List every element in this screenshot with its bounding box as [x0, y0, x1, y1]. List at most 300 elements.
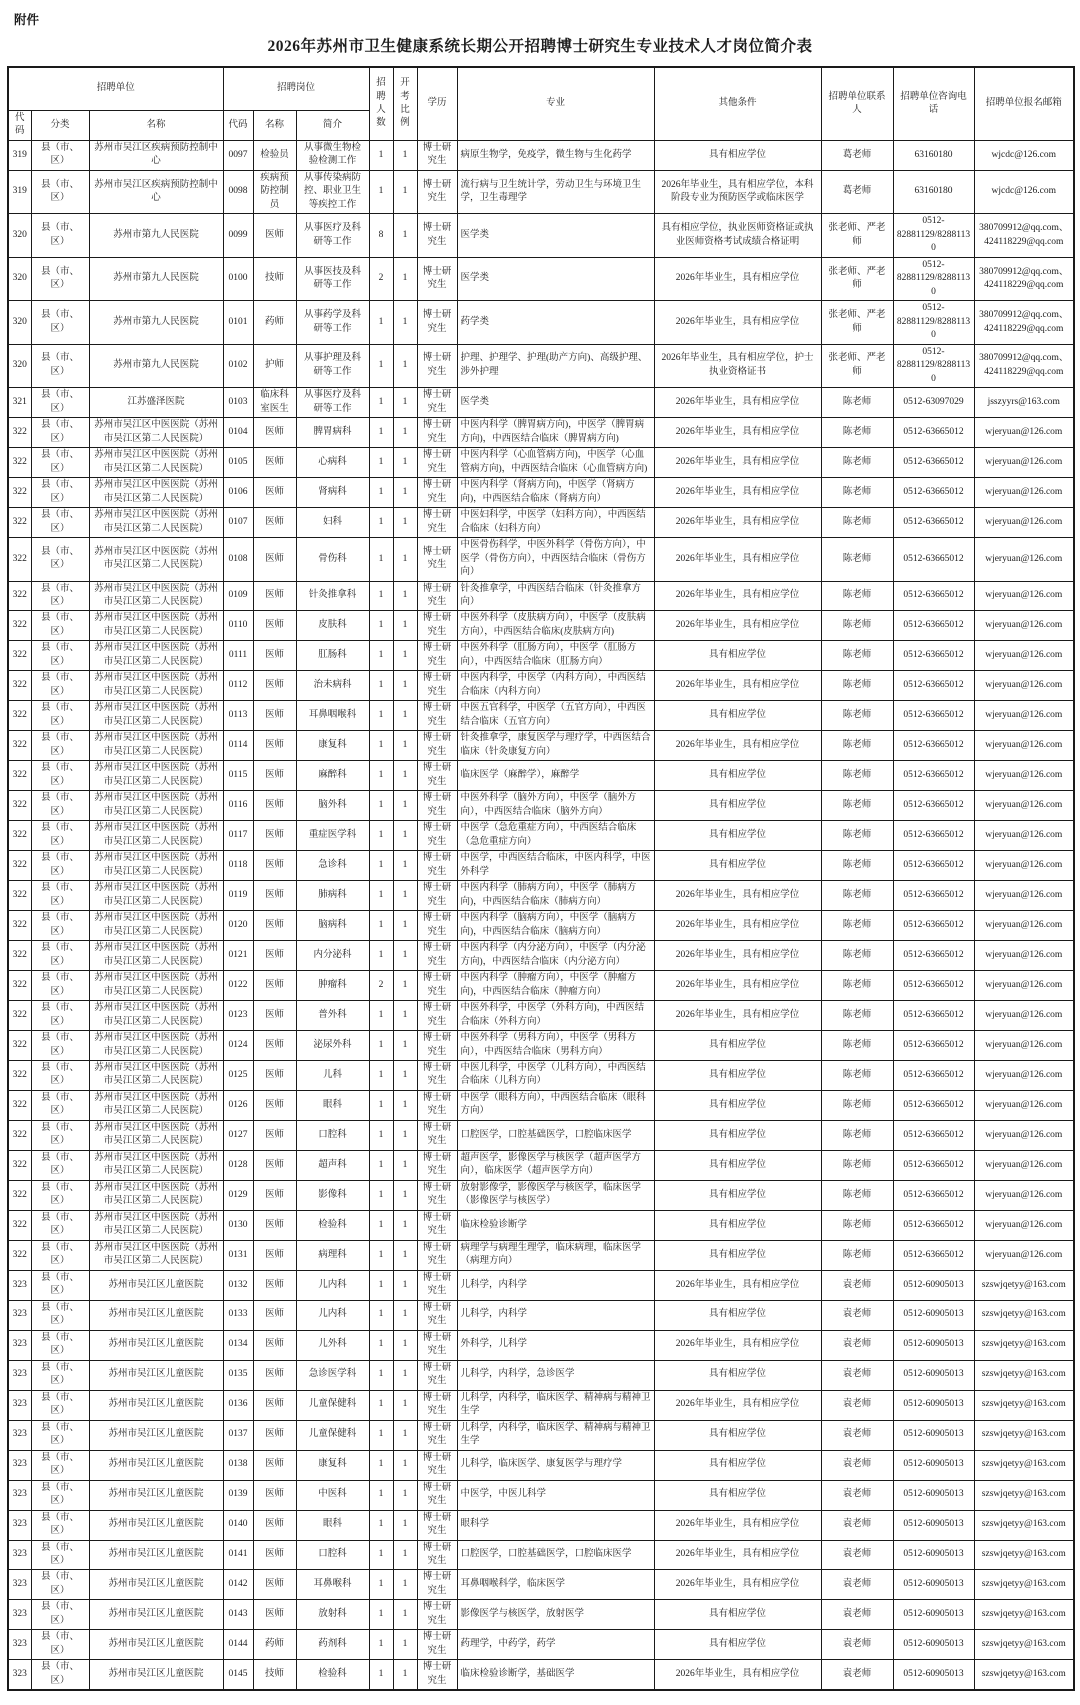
cell-headcount: 8 — [369, 214, 393, 257]
cell-contact: 陈老师 — [821, 791, 893, 821]
cell-headcount: 1 — [369, 1600, 393, 1630]
cell-pos-desc: 针灸推拿科 — [296, 581, 369, 611]
cell-unit-name: 苏州市吴江区中医医院（苏州市吴江区第二人民医院） — [89, 1150, 223, 1180]
cell-pos-code: 0118 — [223, 851, 253, 881]
cell-exam-ratio: 1 — [393, 448, 417, 478]
cell-pos-name: 检验员 — [253, 140, 296, 170]
cell-phone: 0512-60905013 — [893, 1540, 974, 1570]
cell-phone: 0512-60905013 — [893, 1330, 974, 1360]
cell-pos-code: 0113 — [223, 701, 253, 731]
cell-pos-name: 医师 — [253, 1270, 296, 1300]
cell-headcount: 1 — [369, 1540, 393, 1570]
cell-unit-code: 322 — [8, 1210, 31, 1240]
cell-email: wjeryuan@126.com — [974, 1001, 1074, 1031]
cell-unit-category: 县（市、区） — [31, 1540, 89, 1570]
cell-unit-category: 县（市、区） — [31, 418, 89, 448]
cell-pos-name: 医师 — [253, 1180, 296, 1210]
cell-contact: 袁老师 — [821, 1540, 893, 1570]
cell-email: 380709912@qq.com、424118229@qq.com — [974, 257, 1074, 300]
cell-headcount: 1 — [369, 1480, 393, 1510]
cell-contact: 陈老师 — [821, 851, 893, 881]
cell-email: wjeryuan@126.com — [974, 1210, 1074, 1240]
cell-unit-code: 320 — [8, 344, 31, 387]
cell-major: 儿科学，内科学，临床医学、精神病与精神卫生学 — [457, 1420, 654, 1450]
cell-pos-code: 0120 — [223, 911, 253, 941]
cell-unit-category: 县（市、区） — [31, 641, 89, 671]
cell-contact: 张老师、严老师 — [821, 344, 893, 387]
cell-pos-name: 医师 — [253, 791, 296, 821]
cell-other-conditions: 具有相应学位 — [654, 1300, 821, 1330]
cell-contact: 陈老师 — [821, 388, 893, 418]
cell-unit-name: 苏州市吴江区中医医院（苏州市吴江区第二人民医院） — [89, 791, 223, 821]
cell-other-conditions: 2026年毕业生，具有相应学位 — [654, 1510, 821, 1540]
cell-phone: 0512-63665012 — [893, 1210, 974, 1240]
cell-unit-code: 322 — [8, 881, 31, 911]
cell-other-conditions: 2026年毕业生，具有相应学位 — [654, 301, 821, 344]
cell-phone: 0512-82881129/82881130 — [893, 214, 974, 257]
cell-email: 380709912@qq.com、424118229@qq.com — [974, 214, 1074, 257]
cell-contact: 陈老师 — [821, 611, 893, 641]
cell-email: szswjqetyy@163.com — [974, 1300, 1074, 1330]
cell-unit-category: 县（市、区） — [31, 1570, 89, 1600]
cell-unit-name: 苏州市吴江区中医医院（苏州市吴江区第二人民医院） — [89, 971, 223, 1001]
cell-unit-name: 苏州市第九人民医院 — [89, 344, 223, 387]
cell-pos-desc: 脑外科 — [296, 791, 369, 821]
cell-contact: 袁老师 — [821, 1480, 893, 1510]
cell-unit-category: 县（市、区） — [31, 1480, 89, 1510]
header-pos-name: 名称 — [253, 111, 296, 141]
cell-unit-code: 322 — [8, 1150, 31, 1180]
cell-major: 医学类 — [457, 214, 654, 257]
cell-pos-code: 0128 — [223, 1150, 253, 1180]
cell-unit-name: 苏州市吴江区中医医院（苏州市吴江区第二人民医院） — [89, 611, 223, 641]
cell-other-conditions: 具有相应学位 — [654, 851, 821, 881]
cell-pos-code: 0102 — [223, 344, 253, 387]
cell-headcount: 1 — [369, 881, 393, 911]
cell-email: 380709912@qq.com、424118229@qq.com — [974, 301, 1074, 344]
cell-education: 博士研究生 — [417, 301, 457, 344]
cell-phone: 0512-82881129/82881130 — [893, 301, 974, 344]
table-row — [8, 1090, 1074, 1120]
cell-unit-code: 322 — [8, 701, 31, 731]
cell-major: 儿科学，内科学，急诊医学 — [457, 1360, 654, 1390]
cell-contact: 张老师、严老师 — [821, 301, 893, 344]
cell-unit-category: 县（市、区） — [31, 1180, 89, 1210]
header-headcount: 招聘人数 — [369, 67, 393, 140]
cell-contact: 陈老师 — [821, 1240, 893, 1270]
header-education: 学历 — [417, 67, 457, 140]
cell-unit-name: 苏州市吴江区儿童医院 — [89, 1300, 223, 1330]
cell-unit-category: 县（市、区） — [31, 731, 89, 761]
cell-unit-code: 323 — [8, 1330, 31, 1360]
cell-email: wjeryuan@126.com — [974, 1120, 1074, 1150]
cell-phone: 0512-63665012 — [893, 1031, 974, 1061]
cell-unit-name: 苏州市吴江区中医医院（苏州市吴江区第二人民医院） — [89, 1120, 223, 1150]
cell-contact: 陈老师 — [821, 1090, 893, 1120]
cell-email: wjeryuan@126.com — [974, 1031, 1074, 1061]
cell-major: 临床检验诊断学，基础医学 — [457, 1660, 654, 1690]
cell-unit-code: 323 — [8, 1600, 31, 1630]
cell-other-conditions: 2026年毕业生，具有相应学位 — [654, 671, 821, 701]
cell-unit-name: 苏州市吴江区中医医院（苏州市吴江区第二人民医院） — [89, 731, 223, 761]
cell-contact: 陈老师 — [821, 1180, 893, 1210]
cell-education: 博士研究生 — [417, 1300, 457, 1330]
cell-unit-category: 县（市、区） — [31, 1660, 89, 1690]
cell-exam-ratio: 1 — [393, 1061, 417, 1091]
cell-unit-code: 322 — [8, 1061, 31, 1091]
cell-headcount: 1 — [369, 791, 393, 821]
cell-exam-ratio: 1 — [393, 418, 417, 448]
header-pos-desc: 简介 — [296, 111, 369, 141]
cell-phone: 0512-63665012 — [893, 581, 974, 611]
cell-exam-ratio: 1 — [393, 344, 417, 387]
cell-education: 博士研究生 — [417, 941, 457, 971]
cell-pos-desc: 骨伤科 — [296, 538, 369, 581]
cell-unit-code: 323 — [8, 1270, 31, 1300]
cell-education: 博士研究生 — [417, 1390, 457, 1420]
cell-other-conditions: 具有相应学位 — [654, 1031, 821, 1061]
cell-other-conditions: 具有相应学位 — [654, 1120, 821, 1150]
cell-email: szswjqetyy@163.com — [974, 1540, 1074, 1570]
cell-contact: 陈老师 — [821, 731, 893, 761]
cell-unit-code: 322 — [8, 478, 31, 508]
cell-headcount: 1 — [369, 140, 393, 170]
cell-other-conditions: 具有相应学位 — [654, 761, 821, 791]
cell-pos-code: 0134 — [223, 1330, 253, 1360]
cell-unit-category: 县（市、区） — [31, 1300, 89, 1330]
cell-major: 中医内科学（心血管病方向)，中医学（心血管病方向)，中西医结合临床（心血管病方向) — [457, 448, 654, 478]
cell-contact: 陈老师 — [821, 1001, 893, 1031]
cell-major: 中医外科学（男科方向），中医学（男科方向），中西医结合临床（男科方向） — [457, 1031, 654, 1061]
cell-unit-code: 323 — [8, 1420, 31, 1450]
cell-education: 博士研究生 — [417, 671, 457, 701]
cell-major: 中医儿科学，中医学（儿科方向），中西医结合临床（儿科方向） — [457, 1061, 654, 1091]
cell-unit-code: 322 — [8, 1240, 31, 1270]
cell-unit-category: 县（市、区） — [31, 1061, 89, 1091]
cell-headcount: 1 — [369, 671, 393, 701]
cell-pos-name: 医师 — [253, 941, 296, 971]
table-row — [8, 581, 1074, 611]
cell-pos-name: 医师 — [253, 1150, 296, 1180]
table-row — [8, 257, 1074, 300]
cell-pos-code: 0103 — [223, 388, 253, 418]
cell-exam-ratio: 1 — [393, 538, 417, 581]
cell-contact: 陈老师 — [821, 581, 893, 611]
cell-other-conditions: 2026年毕业生，具有相应学位 — [654, 418, 821, 448]
cell-exam-ratio: 1 — [393, 821, 417, 851]
cell-unit-category: 县（市、区） — [31, 1090, 89, 1120]
cell-pos-code: 0109 — [223, 581, 253, 611]
table-row — [8, 1270, 1074, 1300]
cell-contact: 陈老师 — [821, 911, 893, 941]
cell-email: wjeryuan@126.com — [974, 1180, 1074, 1210]
cell-pos-code: 0124 — [223, 1031, 253, 1061]
cell-unit-code: 322 — [8, 941, 31, 971]
cell-unit-code: 322 — [8, 538, 31, 581]
cell-education: 博士研究生 — [417, 344, 457, 387]
cell-email: wjeryuan@126.com — [974, 821, 1074, 851]
table-row — [8, 478, 1074, 508]
cell-unit-category: 县（市、区） — [31, 214, 89, 257]
cell-unit-name: 苏州市吴江区中医医院（苏州市吴江区第二人民医院） — [89, 671, 223, 701]
table-row — [8, 671, 1074, 701]
cell-pos-desc: 重症医学科 — [296, 821, 369, 851]
cell-headcount: 1 — [369, 1420, 393, 1450]
cell-phone: 0512-63665012 — [893, 1240, 974, 1270]
cell-pos-desc: 肛肠科 — [296, 641, 369, 671]
cell-pos-desc: 儿科 — [296, 1061, 369, 1091]
cell-education: 博士研究生 — [417, 1180, 457, 1210]
cell-pos-name: 医师 — [253, 821, 296, 851]
cell-other-conditions: 2026年毕业生，具有相应学位 — [654, 508, 821, 538]
cell-exam-ratio: 1 — [393, 1450, 417, 1480]
cell-pos-code: 0111 — [223, 641, 253, 671]
cell-unit-code: 322 — [8, 761, 31, 791]
cell-unit-code: 323 — [8, 1450, 31, 1480]
cell-phone: 0512-63665012 — [893, 821, 974, 851]
cell-major: 中医外科学（脑外方向），中医学（脑外方向），中西医结合临床（脑外方向） — [457, 791, 654, 821]
cell-unit-name: 苏州市吴江区中医医院（苏州市吴江区第二人民医院） — [89, 581, 223, 611]
cell-unit-category: 县（市、区） — [31, 1390, 89, 1420]
cell-phone: 0512-63097029 — [893, 388, 974, 418]
table-row — [8, 1210, 1074, 1240]
cell-email: wjeryuan@126.com — [974, 1240, 1074, 1270]
cell-unit-category: 县（市、区） — [31, 388, 89, 418]
cell-exam-ratio: 1 — [393, 1630, 417, 1660]
table-row — [8, 611, 1074, 641]
cell-education: 博士研究生 — [417, 448, 457, 478]
cell-other-conditions: 具有相应学位 — [654, 1480, 821, 1510]
cell-pos-name: 医师 — [253, 1420, 296, 1450]
cell-pos-code: 0119 — [223, 881, 253, 911]
cell-exam-ratio: 1 — [393, 731, 417, 761]
header-employer-group: 招聘单位 — [8, 67, 223, 111]
cell-unit-category: 县（市、区） — [31, 611, 89, 641]
cell-headcount: 2 — [369, 971, 393, 1001]
table-row — [8, 1570, 1074, 1600]
cell-email: wjeryuan@126.com — [974, 911, 1074, 941]
cell-exam-ratio: 1 — [393, 1120, 417, 1150]
cell-email: szswjqetyy@163.com — [974, 1480, 1074, 1510]
cell-exam-ratio: 1 — [393, 508, 417, 538]
cell-pos-code: 0098 — [223, 170, 253, 213]
cell-other-conditions: 具有相应学位 — [654, 1630, 821, 1660]
cell-major: 中医骨伤科学，中医外科学（骨伤方向），中医学（骨伤方向），中西医结合临床（骨伤方向） — [457, 538, 654, 581]
table-row — [8, 731, 1074, 761]
cell-exam-ratio: 1 — [393, 1540, 417, 1570]
cell-pos-desc: 眼科 — [296, 1090, 369, 1120]
cell-phone: 0512-60905013 — [893, 1510, 974, 1540]
table-row — [8, 1300, 1074, 1330]
header-unit-category: 分类 — [31, 111, 89, 141]
cell-pos-code: 0105 — [223, 448, 253, 478]
cell-unit-category: 县（市、区） — [31, 170, 89, 213]
cell-pos-desc: 麻醉科 — [296, 761, 369, 791]
cell-unit-category: 县（市、区） — [31, 821, 89, 851]
cell-pos-code: 0136 — [223, 1390, 253, 1420]
cell-unit-category: 县（市、区） — [31, 1031, 89, 1061]
cell-pos-code: 0097 — [223, 140, 253, 170]
table-row — [8, 1480, 1074, 1510]
cell-pos-desc: 急诊医学科 — [296, 1360, 369, 1390]
cell-pos-name: 医师 — [253, 1450, 296, 1480]
cell-other-conditions: 具有相应学位 — [654, 791, 821, 821]
cell-exam-ratio: 1 — [393, 1600, 417, 1630]
cell-unit-name: 苏州市吴江区中医医院（苏州市吴江区第二人民医院） — [89, 508, 223, 538]
cell-pos-desc: 从事药学及科研等工作 — [296, 301, 369, 344]
cell-education: 博士研究生 — [417, 1210, 457, 1240]
cell-unit-name: 苏州市吴江区儿童医院 — [89, 1570, 223, 1600]
cell-other-conditions: 2026年毕业生，具有相应学位，本科阶段专业为预防医学或临床医学 — [654, 170, 821, 213]
cell-pos-desc: 从事传染病防控、职业卫生等疾控工作 — [296, 170, 369, 213]
cell-education: 博士研究生 — [417, 1420, 457, 1450]
cell-education: 博士研究生 — [417, 1570, 457, 1600]
cell-headcount: 1 — [369, 448, 393, 478]
cell-exam-ratio: 1 — [393, 1420, 417, 1450]
cell-unit-name: 苏州市吴江区儿童医院 — [89, 1630, 223, 1660]
cell-pos-desc: 儿内科 — [296, 1300, 369, 1330]
cell-pos-name: 医师 — [253, 971, 296, 1001]
cell-pos-desc: 从事微生物检验检测工作 — [296, 140, 369, 170]
cell-pos-name: 医师 — [253, 1090, 296, 1120]
cell-phone: 0512-60905013 — [893, 1270, 974, 1300]
cell-pos-code: 0107 — [223, 508, 253, 538]
cell-pos-name: 医师 — [253, 881, 296, 911]
cell-exam-ratio: 1 — [393, 301, 417, 344]
cell-pos-desc: 病理科 — [296, 1240, 369, 1270]
cell-exam-ratio: 1 — [393, 1330, 417, 1360]
cell-email: szswjqetyy@163.com — [974, 1390, 1074, 1420]
cell-other-conditions: 2026年毕业生，具有相应学位 — [654, 448, 821, 478]
cell-major: 中医外科学，中医学（外科方向)，中西医结合临床（外科方向） — [457, 1001, 654, 1031]
cell-unit-code: 323 — [8, 1630, 31, 1660]
cell-unit-name: 苏州市吴江区儿童医院 — [89, 1600, 223, 1630]
cell-pos-code: 0100 — [223, 257, 253, 300]
cell-email: wjcdc@126.com — [974, 170, 1074, 213]
cell-exam-ratio: 1 — [393, 1360, 417, 1390]
cell-unit-category: 县（市、区） — [31, 1420, 89, 1450]
cell-pos-name: 医师 — [253, 581, 296, 611]
cell-phone: 0512-63665012 — [893, 1001, 974, 1031]
cell-education: 博士研究生 — [417, 1600, 457, 1630]
cell-email: jsszyyrs@163.com — [974, 388, 1074, 418]
cell-headcount: 1 — [369, 1510, 393, 1540]
cell-unit-name: 苏州市第九人民医院 — [89, 301, 223, 344]
cell-exam-ratio: 1 — [393, 388, 417, 418]
cell-unit-code: 322 — [8, 1090, 31, 1120]
cell-email: szswjqetyy@163.com — [974, 1270, 1074, 1300]
cell-unit-category: 县（市、区） — [31, 1210, 89, 1240]
cell-pos-code: 0144 — [223, 1630, 253, 1660]
cell-pos-code: 0126 — [223, 1090, 253, 1120]
cell-unit-name: 苏州市吴江区儿童医院 — [89, 1480, 223, 1510]
cell-pos-name: 医师 — [253, 1001, 296, 1031]
cell-contact: 陈老师 — [821, 478, 893, 508]
cell-contact: 陈老师 — [821, 418, 893, 448]
table-row — [8, 941, 1074, 971]
cell-headcount: 1 — [369, 641, 393, 671]
cell-major: 流行病与卫生统计学，劳动卫生与环境卫生学，卫生毒理学 — [457, 170, 654, 213]
cell-contact: 张老师、严老师 — [821, 257, 893, 300]
table-row — [8, 1180, 1074, 1210]
cell-headcount: 1 — [369, 701, 393, 731]
cell-headcount: 1 — [369, 821, 393, 851]
cell-contact: 陈老师 — [821, 538, 893, 581]
cell-major: 中医学，中医儿科学 — [457, 1480, 654, 1510]
cell-other-conditions: 具有相应学位 — [654, 1240, 821, 1270]
cell-contact: 陈老师 — [821, 1150, 893, 1180]
cell-education: 博士研究生 — [417, 508, 457, 538]
cell-unit-name: 苏州市吴江区疾病预防控制中心 — [89, 170, 223, 213]
cell-other-conditions: 具有相应学位 — [654, 701, 821, 731]
cell-pos-code: 0140 — [223, 1510, 253, 1540]
cell-pos-desc: 从事医疗及科研等工作 — [296, 214, 369, 257]
cell-other-conditions: 2026年毕业生，具有相应学位 — [654, 611, 821, 641]
cell-other-conditions: 具有相应学位 — [654, 1150, 821, 1180]
cell-email: wjeryuan@126.com — [974, 418, 1074, 448]
cell-email: wjeryuan@126.com — [974, 448, 1074, 478]
cell-major: 针灸推拿学，康复医学与理疗学，中西医结合临床（针灸康复方向） — [457, 731, 654, 761]
cell-exam-ratio: 1 — [393, 881, 417, 911]
cell-exam-ratio: 1 — [393, 257, 417, 300]
job-roster-table — [7, 66, 1075, 1691]
cell-unit-category: 县（市、区） — [31, 1001, 89, 1031]
cell-phone: 0512-63665012 — [893, 448, 974, 478]
cell-exam-ratio: 1 — [393, 1300, 417, 1330]
header-position-group: 招聘岗位 — [223, 67, 369, 111]
cell-contact: 张老师、严老师 — [821, 214, 893, 257]
cell-pos-name: 医师 — [253, 641, 296, 671]
table-row — [8, 791, 1074, 821]
cell-unit-code: 322 — [8, 731, 31, 761]
cell-pos-name: 医师 — [253, 1360, 296, 1390]
cell-pos-code: 0116 — [223, 791, 253, 821]
cell-pos-desc: 儿童保健科 — [296, 1390, 369, 1420]
cell-pos-desc: 普外科 — [296, 1001, 369, 1031]
cell-education: 博士研究生 — [417, 140, 457, 170]
cell-exam-ratio: 1 — [393, 478, 417, 508]
cell-pos-name: 药师 — [253, 1630, 296, 1660]
header-contact: 招聘单位联系人 — [821, 67, 893, 140]
cell-unit-name: 苏州市吴江区中医医院（苏州市吴江区第二人民医院） — [89, 478, 223, 508]
cell-unit-code: 322 — [8, 851, 31, 881]
cell-other-conditions: 2026年毕业生，具有相应学位 — [654, 881, 821, 911]
cell-pos-code: 0099 — [223, 214, 253, 257]
cell-pos-desc: 耳鼻喉科 — [296, 1570, 369, 1600]
cell-headcount: 1 — [369, 1360, 393, 1390]
cell-major: 医学类 — [457, 257, 654, 300]
cell-headcount: 1 — [369, 1031, 393, 1061]
cell-pos-desc: 药剂科 — [296, 1630, 369, 1660]
cell-contact: 袁老师 — [821, 1330, 893, 1360]
cell-email: szswjqetyy@163.com — [974, 1660, 1074, 1690]
cell-headcount: 1 — [369, 1210, 393, 1240]
table-row — [8, 1061, 1074, 1091]
cell-unit-code: 322 — [8, 1001, 31, 1031]
cell-unit-category: 县（市、区） — [31, 1270, 89, 1300]
cell-phone: 0512-63665012 — [893, 761, 974, 791]
cell-contact: 袁老师 — [821, 1660, 893, 1690]
header-other-conditions: 其他条件 — [654, 67, 821, 140]
cell-pos-name: 医师 — [253, 448, 296, 478]
header-unit-code: 代码 — [8, 111, 31, 141]
cell-pos-code: 0110 — [223, 611, 253, 641]
table-row — [8, 344, 1074, 387]
cell-contact: 陈老师 — [821, 1210, 893, 1240]
cell-education: 博士研究生 — [417, 388, 457, 418]
cell-unit-name: 苏州市吴江区儿童医院 — [89, 1660, 223, 1690]
cell-unit-name: 苏州市吴江区中医医院（苏州市吴江区第二人民医院） — [89, 448, 223, 478]
